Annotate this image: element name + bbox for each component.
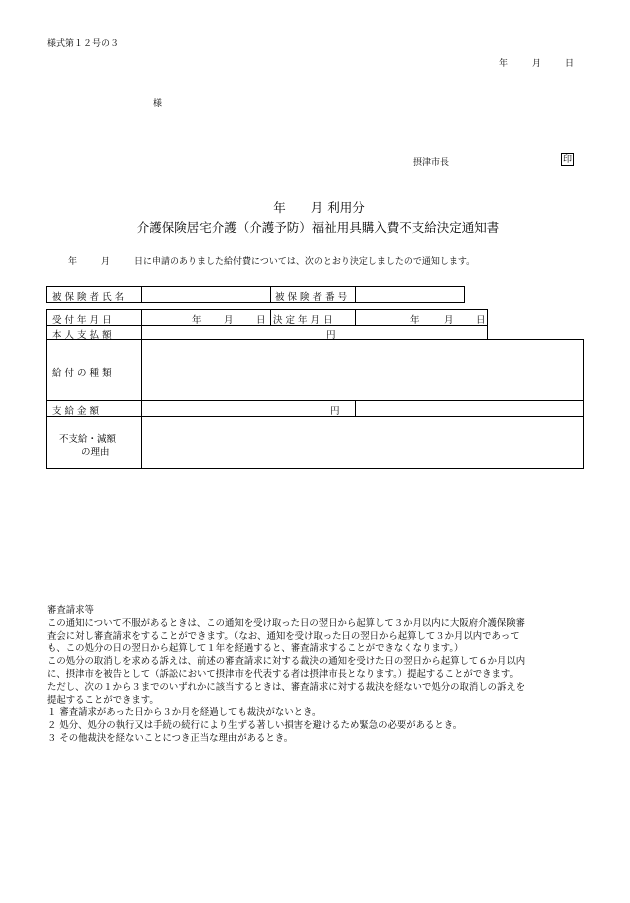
title-usage-period: 年 月 利用分	[273, 200, 365, 215]
notes-line: １ 審査請求があった日から３か月を経過しても裁決がないとき。	[47, 707, 322, 719]
self-payment-label: 本 人 支 払 額	[52, 330, 112, 341]
intro-text: 日に申請のありました給付費については、次のとおり決定しましたので通知します。	[134, 257, 476, 267]
issuer-name: 摂津市長	[413, 158, 450, 168]
notes-line: 提起することができます。	[47, 694, 159, 706]
notes-heading: 審査請求等	[47, 605, 94, 616]
payment-amount-yen: 円	[330, 406, 340, 417]
insured-number-label: 被 保 険 者 番 号	[275, 292, 348, 303]
insured-name-label: 被 保 険 者 氏 名	[52, 292, 125, 303]
notes-line: この通知について不服があるときは、この通知を受け取った日の翌日から起算して３か月以内に大阪府介護保険審	[47, 617, 525, 629]
intro-month: 月	[101, 257, 111, 267]
document-title: 介護保険居宅介護（介護予防）福祉用具購入費不支給決定通知書	[136, 220, 500, 235]
addressee-suffix: 様	[153, 99, 163, 109]
reason-label-line2: の理由	[81, 447, 110, 458]
notes-line: この処分の取消しを求める訴えは、前述の審査請求に対する裁決の通知を受けた日の翌日から起算して６か月以内	[47, 656, 526, 668]
form-id: 様式第１２号の３	[47, 39, 120, 49]
benefit-type-field[interactable]	[142, 341, 582, 399]
notes-line: ３ その他裁決を経ないことにつき正当な理由があるとき。	[47, 732, 294, 744]
payment-amount-label: 支 給 金 額	[52, 406, 100, 417]
decision-date-month: 月	[444, 315, 454, 326]
received-date-year: 年	[192, 315, 202, 326]
notes-line: ２ 処分、処分の執行又は手続の続行により生ずる著しい損害を避けるため緊急の必要があるとき。	[47, 720, 463, 732]
seal-stamp: 印	[562, 155, 572, 165]
received-date-label: 受 付 年 月 日	[52, 315, 112, 326]
payment-amount-row	[46, 400, 584, 417]
date-day-label: 日	[565, 59, 575, 69]
date-month-label: 月	[532, 59, 542, 69]
decision-date-day: 日	[476, 315, 486, 326]
decision-date-label: 決 定 年 月 日	[273, 315, 333, 326]
appeal-notes	[47, 605, 587, 746]
notes-line: 査会に対し審査請求をすることができます。（なお、通知を受け取った日の翌日から起算して３か月以内であって	[47, 630, 520, 642]
received-date-day: 日	[256, 315, 266, 326]
received-date-month: 月	[224, 315, 234, 326]
insured-number-field[interactable]	[355, 288, 463, 301]
notes-line: に、摂津市を被告として（訴訟において摂津市を代表する者は摂津市長となります。）提起することができます。	[47, 668, 519, 680]
insured-name-field[interactable]	[141, 288, 269, 301]
reason-label-line1: 不支給・減額	[59, 434, 117, 445]
notes-line: も、この処分の日の翌日から起算して１年を経過すると、審査請求することができなくなります。）	[47, 643, 464, 655]
self-payment-yen: 円	[326, 330, 336, 341]
decision-date-year: 年	[410, 315, 420, 326]
dates-box	[46, 309, 488, 340]
date-year-label: 年	[499, 59, 509, 69]
benefit-type-label: 給 付 の 種 類	[52, 368, 112, 379]
notes-line: ただし、次の１から３までのいずれかに該当するときは、審査請求に対する裁決を経ないで処分の取消しの訴えを	[47, 681, 526, 693]
reason-field[interactable]	[142, 418, 582, 467]
intro-year: 年	[68, 257, 78, 267]
